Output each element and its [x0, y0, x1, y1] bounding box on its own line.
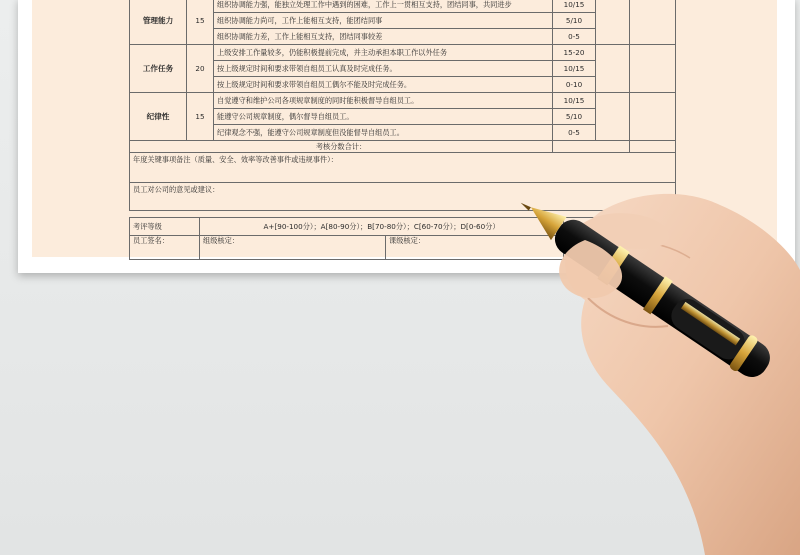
criterion-text: 按上级规定时间和要求带领自组员工偶尔不能及时完成任务。 [214, 77, 553, 93]
score-range: 10/15 [553, 61, 596, 77]
grade-scale: A+[90-100分）；A[80-90分）；B[70-80分）；C[60-70分）；D[0-60分） [200, 218, 564, 236]
criterion-text: 组织协调能力尚可，工作上能相互支持，能团结同事 [214, 13, 553, 29]
total-label: 考核分数合计： [130, 141, 553, 153]
remarks-field[interactable]: 年度关键事项备注（质量、安全、效率等改善事件或违规事件）： [130, 153, 676, 183]
criterion-text: 能遵守公司规章制度，偶尔督导自组员工。 [214, 109, 553, 125]
criterion-text: 按上级规定时间和要求带领自组员工认真及时完成任务。 [214, 61, 553, 77]
criterion-text: 自觉遵守和维护公司各项规章制度的同时能积极督导自组员工。 [214, 93, 553, 109]
score-range: 10/15 [553, 0, 596, 13]
score-range: 0-5 [553, 29, 596, 45]
signature-label[interactable]: 员工签名： [130, 236, 200, 260]
criterion-text: 纪律观念不强，能遵守公司规章制度但没能督导自组员工。 [214, 125, 553, 141]
score-range: 5/10 [553, 13, 596, 29]
score-range: 0-10 [553, 77, 596, 93]
weight-cell: 20 [187, 45, 214, 93]
criterion-text: 组织协调能力强，能独立处理工作中遇到的困难，工作上一贯相互支持，团结同事，共同进步 [214, 0, 553, 13]
category-cell: 管理能力 [130, 0, 187, 45]
score-range: 15-20 [553, 45, 596, 61]
group-check-label[interactable]: 组级核定： [200, 236, 386, 260]
category-cell: 工作任务 [130, 45, 187, 93]
suggestion-field[interactable]: 员工对公司的意见或建议： [130, 183, 676, 211]
weight-cell: 15 [187, 93, 214, 141]
score-range: 0-5 [553, 125, 596, 141]
weight-cell: 15 [187, 0, 214, 45]
score-range: 10/15 [553, 93, 596, 109]
criterion-text: 上级安排工作量较多，仍能积极提前完成，并主动承担本职工作以外任务 [214, 45, 553, 61]
grade-label: 考评等级 [130, 218, 200, 236]
score-range: 5/10 [553, 109, 596, 125]
criterion-text: 组织协调能力差，工作上能相互支持，团结同事较差 [214, 29, 553, 45]
dept-check-label[interactable]: 课级核定： [386, 236, 564, 260]
category-cell: 纪律性 [130, 93, 187, 141]
